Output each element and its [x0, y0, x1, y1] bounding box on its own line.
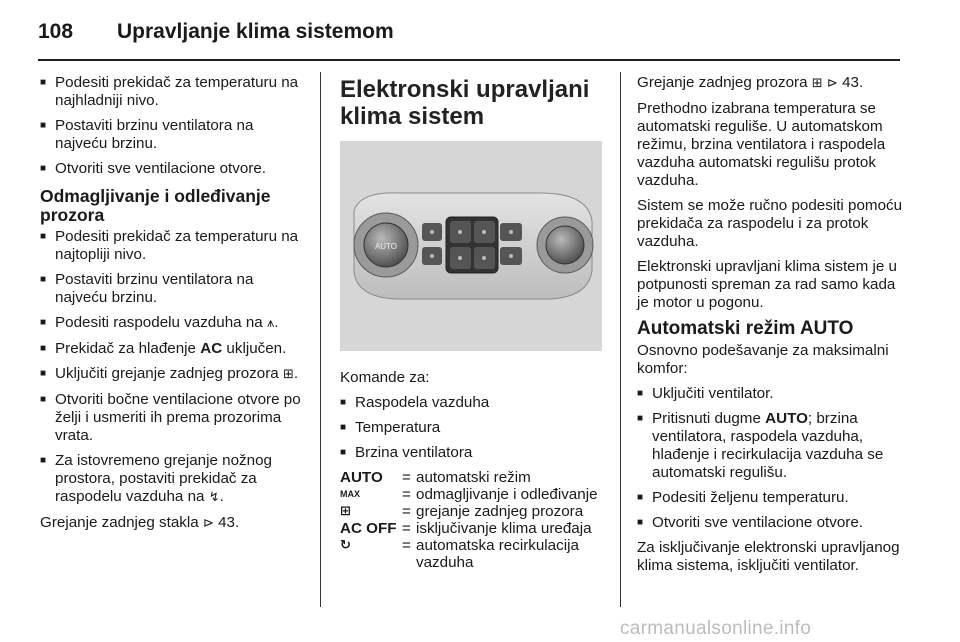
legend-key: AUTO [340, 469, 383, 486]
max-defrost-icon: MAX [340, 489, 360, 499]
column-left [40, 74, 304, 540]
legend-key: AC OFF [340, 520, 397, 537]
cross-reference-text: Grejanje zadnjeg stakla [40, 514, 199, 531]
list-item [637, 410, 907, 482]
section-heading-defog: Odmagljivanje i odleđivanje prozora [40, 186, 271, 225]
page-title: Upravljanje klima sistemom [117, 20, 394, 43]
legend-row [340, 503, 606, 520]
list-item-text: Za istovremeno grejanje nožnog prostora, postaviti prekidač za raspodelu vazduha na [55, 452, 272, 505]
page-ref-icon: ⊳ [826, 76, 838, 91]
paragraph: Prethodno izabrana temperatura se automatski reguliše. U automatskom režimu, brzina ventilatora i raspodela vazduha automatski regulišu protok vazduha. [637, 100, 886, 189]
list-item: ■ Brzina ventilatora [340, 444, 606, 462]
legend-equals: = [402, 486, 411, 503]
list-item-text: Prekidač za hlađenje [55, 340, 196, 357]
footwell-airflow-icon: ↯ [208, 490, 220, 505]
page-number: 108 [38, 20, 74, 43]
column-divider-2 [620, 72, 621, 607]
list-item: ■ Podesiti raspodelu vazduha na ⩚. [40, 314, 304, 333]
symbol-legend [340, 469, 606, 571]
list-item: ■ Otvoriti sve ventilacione otvore. [637, 514, 907, 532]
cross-reference-text: Grejanje zadnjeg prozora [637, 74, 808, 91]
cross-reference [40, 514, 304, 533]
climate-control-panel-photo [340, 141, 602, 351]
rear-window-heating-icon: ⊞ [340, 504, 351, 519]
legend-row [340, 520, 606, 537]
section-heading-auto: Automatski režim AUTO [637, 318, 854, 339]
controls-intro: Komande za: [340, 369, 430, 386]
paragraph: Elektronski upravljani klima sistem je u potpunosti spreman za rad samo kada je motor u pogonu. [637, 258, 897, 311]
rear-window-heating-icon: ⊞ [811, 76, 823, 91]
recirculation-icon: ↻ [340, 538, 351, 553]
header-divider [38, 59, 900, 61]
rear-window-heating-icon: ⊞ [282, 367, 294, 382]
legend-value: odmagljivanje i odleđivanje [416, 486, 598, 503]
list-item: ■ Podesiti prekidač za temperaturu na najtopliji nivo. [40, 228, 304, 264]
list-item: ■ Raspodela vazduha [340, 394, 606, 412]
list-item-text: Pritisnuti dugme [652, 410, 761, 427]
cross-reference [637, 74, 907, 93]
legend-value: automatski režim [416, 469, 531, 486]
list-item: ■ Temperatura [340, 419, 606, 437]
list-item-text: Podesiti raspodelu vazduha na [55, 314, 263, 331]
list-item: ■ Za istovremeno grejanje nožnog prostora, postaviti prekidač za raspodelu vazduha na ↯. [40, 452, 304, 507]
list-item: ■ Uključiti ventilator. [637, 385, 907, 403]
list-item: ■ Podesiti prekidač za temperaturu na najhladniji nivo. [40, 74, 304, 110]
list-item: ■ Podesiti željenu temperaturu. [637, 489, 907, 507]
list-item: ■ Otvoriti sve ventilacione otvore. [40, 160, 304, 178]
list-item: ■ Uključiti grejanje zadnjeg prozora ⊞. [40, 365, 304, 384]
list-item [40, 340, 304, 358]
legend-equals: = [402, 520, 411, 537]
page-header [0, 0, 960, 62]
ac-label: AC [200, 340, 223, 357]
column-middle [340, 74, 606, 571]
page-ref-icon: ⊳ [202, 516, 214, 531]
page-ref: 43. [218, 514, 240, 531]
watermark: carmanualsonline.info [620, 618, 812, 639]
legend-row [340, 469, 606, 486]
legend-row [340, 537, 606, 571]
chapter-heading: Elektronski upravljani klima sistem [340, 76, 590, 130]
paragraph: Sistem se može ručno podesiti pomoću prekidača za raspodelu i za protok vazduha. [637, 197, 903, 250]
list-item-text: ; brzina ventilatora, raspodela vazduha, hlađenje i recirkulacija vazduha se automatski regulišu. [652, 410, 884, 481]
legend-value: automatska recirkulacija vazduha [416, 537, 579, 571]
legend-equals: = [402, 537, 411, 554]
climate-panel-illustration [340, 141, 602, 351]
list-item: ■ Otvoriti bočne ventilacione otvore po želji i usmeriti ih prema prozorima vrata. [40, 391, 304, 445]
legend-equals: = [402, 469, 411, 486]
legend-value: isključivanje klima uređaja [416, 520, 592, 537]
legend-equals: = [402, 503, 411, 520]
windscreen-defrost-icon: ⩚ [266, 316, 275, 331]
column-right [637, 74, 907, 582]
paragraph: Za isključivanje elektronski upravljanog klima sistema, isključiti ventilator. [637, 539, 900, 574]
list-item: ■ Postaviti brzinu ventilatora na najveću brzinu. [40, 271, 304, 307]
list-item-text: uključen. [226, 340, 287, 357]
auto-label: AUTO [765, 410, 808, 427]
list-item-text: Uključiti grejanje zadnjeg prozora [55, 365, 279, 382]
column-divider-1 [320, 72, 321, 607]
paragraph: Osnovno podešavanje za maksimalni komfor: [637, 342, 889, 377]
auto-knob-label: AUTO [374, 242, 398, 251]
list-item: ■ Postaviti brzinu ventilatora na najveću brzinu. [40, 117, 304, 153]
legend-value: grejanje zadnjeg prozora [416, 503, 584, 520]
page-ref: 43. [842, 74, 864, 91]
legend-row [340, 486, 606, 503]
